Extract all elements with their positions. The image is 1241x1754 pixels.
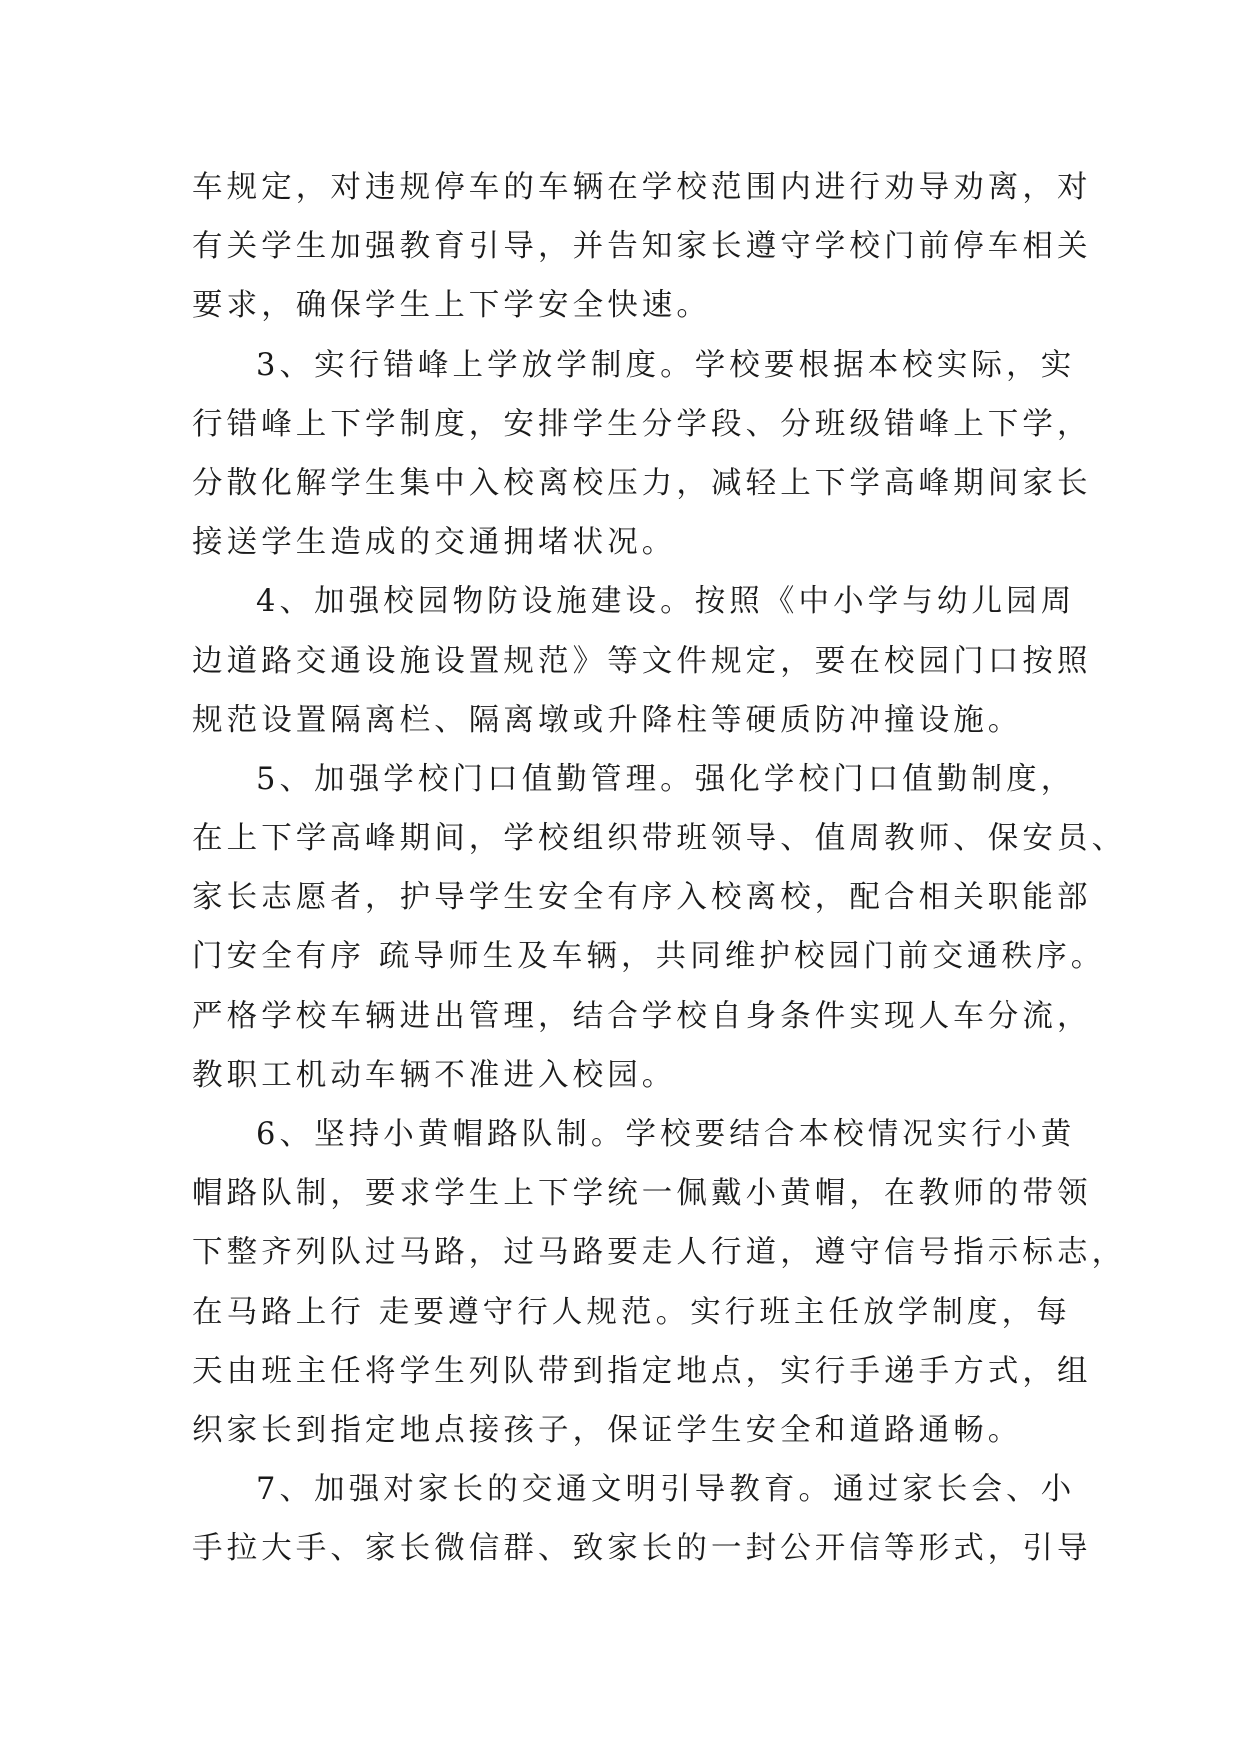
paragraph-4-first-line: 4、加强校园物防设施建设。按照《中小学与幼儿园周 (256, 584, 1076, 620)
paragraph-7-first-line: 7、加强对家长的交通文明引导教育。通过家长会、小 (256, 1472, 1076, 1508)
text-line: 边道路交通设施设置规范》等文件规定，要在校园门口按照 (192, 643, 1092, 679)
text-line: 天由班主任将学生列队带到指定地点，实行手递手方式，组 (192, 1353, 1092, 1389)
body-text (192, 158, 1127, 1579)
paragraph-3-first-line: 3、实行错峰上学放学制度。学校要根据本校实际，实 (256, 347, 1076, 383)
text-line: 下整齐列队过马路，过马路要走人行道，遵守信号指示标志， (192, 1235, 1127, 1271)
text-line: 严格学校车辆进出管理，结合学校自身条件实现人车分流， (192, 998, 1092, 1034)
text-line: 门安全有序 疏导师生及车辆，共同维护校园门前交通秩序。 (192, 939, 1106, 975)
text-line: 手拉大手、家长微信群、致家长的一封公开信等形式，引导 (192, 1531, 1092, 1567)
text-line: 车规定，对违规停车的车辆在学校范围内进行劝导劝离，对 (192, 170, 1092, 205)
text-line: 织家长到指定地点接孩子，保证学生安全和道路通畅。 (192, 1412, 1023, 1448)
paragraph-5-first-line: 5、加强学校门口值勤管理。强化学校门口值勤制度， (256, 761, 1076, 797)
text-line: 接送学生造成的交通拥堵状况。 (192, 525, 677, 561)
text-line: 在上下学高峰期间，学校组织带班领导、值周教师、保安员、 (192, 821, 1127, 857)
text-line: 教职工机动车辆不准进入校园。 (192, 1057, 677, 1093)
text-line: 分散化解学生集中入校离校压力，减轻上下学高峰期间家长 (192, 465, 1092, 501)
paragraph-6-first-line: 6、坚持小黄帽路队制。学校要结合本校情况实行小黄 (256, 1117, 1076, 1152)
text-line: 要求，确保学生上下学安全快速。 (192, 288, 711, 324)
text-line: 行错峰上下学制度，安排学生分学段、分班级错峰上下学， (192, 406, 1092, 442)
text-line: 家长志愿者，护导学生安全有序入校离校，配合相关职能部 (192, 880, 1092, 916)
text-line: 帽路队制，要求学生上下学统一佩戴小黄帽，在教师的带领 (192, 1176, 1092, 1212)
text-line: 有关学生加强教育引导，并告知家长遵守学校门前停车相关 (192, 229, 1092, 265)
text-line: 在马路上行 走要遵守行人规范。实行班主任放学制度，每 (192, 1294, 1071, 1330)
text-line: 规范设置隔离栏、隔离墩或升降柱等硬质防冲撞设施。 (192, 702, 1023, 738)
